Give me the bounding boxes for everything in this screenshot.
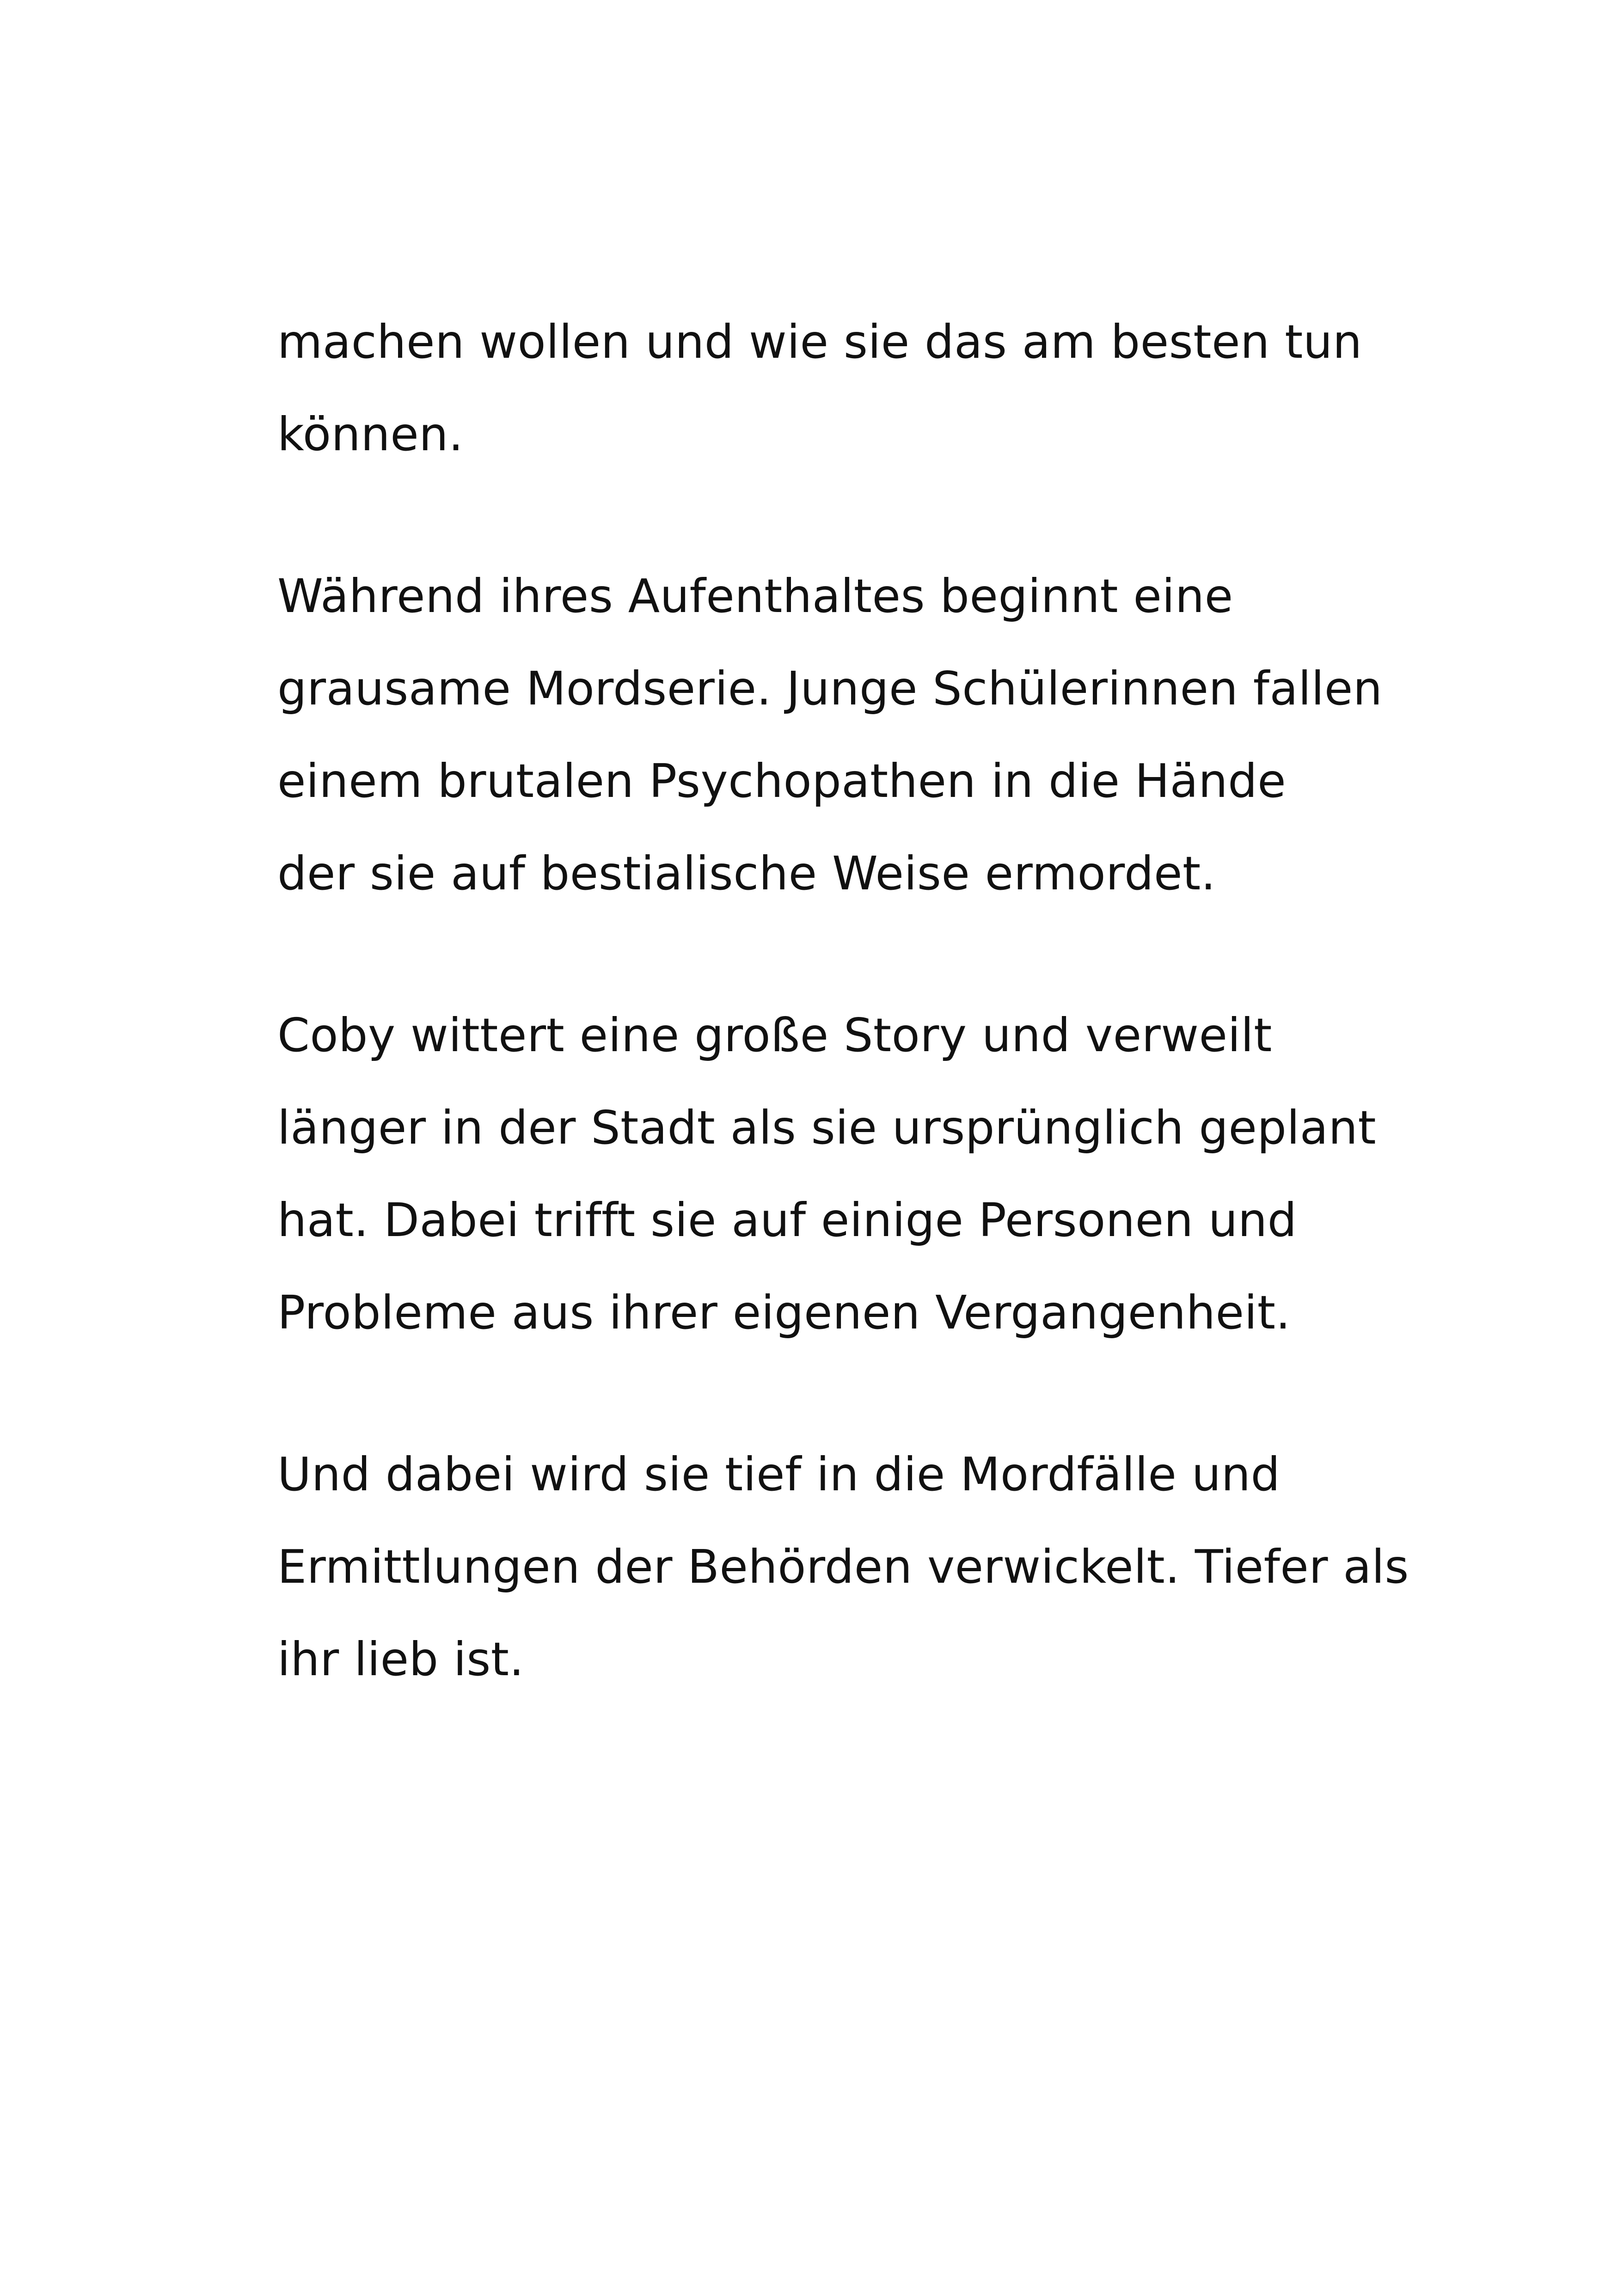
text-line: grausame Mordserie. Junge Schülerinnen fallen — [277, 661, 1383, 716]
text-line: hat. Dabei trifft sie auf einige Personen und — [277, 1193, 1297, 1247]
paragraph-2 — [277, 550, 1387, 920]
text-line: ihr lieb ist. — [277, 1632, 524, 1686]
paragraph-1 — [277, 296, 1387, 481]
text-line: der sie auf bestialische Weise ermordet. — [277, 846, 1216, 900]
text-line: einem brutalen Psychopathen in die Hände — [277, 754, 1287, 808]
text-line: machen wollen und wie sie das am besten tun — [277, 315, 1362, 369]
text-line: Probleme aus ihrer eigenen Vergangenheit. — [277, 1286, 1291, 1340]
paragraph-4 — [277, 1428, 1409, 1706]
text-line: Coby wittert eine große Story und verweilt — [277, 1008, 1272, 1062]
text-line: länger in der Stadt als sie ursprünglich geplant — [277, 1101, 1377, 1155]
text-line: Während ihres Aufenthaltes beginnt eine — [277, 569, 1233, 623]
text-line: können. — [277, 407, 464, 461]
text-line: Ermittlungen der Behörden verwickelt. Tiefer als — [277, 1540, 1409, 1594]
document-body — [277, 296, 1409, 1775]
text-line: Und dabei wird sie tief in die Mordfälle und — [277, 1447, 1281, 1501]
paragraph-3 — [277, 989, 1387, 1359]
